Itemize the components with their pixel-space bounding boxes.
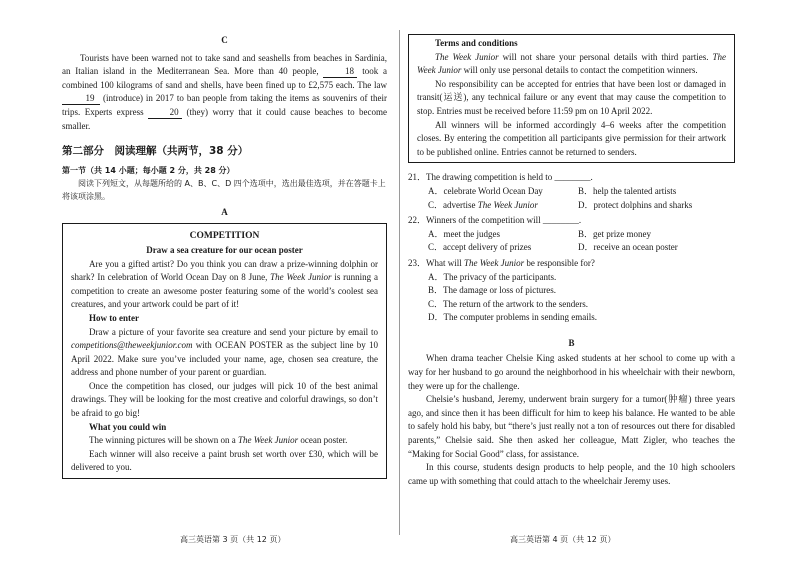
question-21-stem: 21．The drawing competition is held to ________.	[408, 172, 593, 183]
judging-text: Once the competition has closed, our judges will pick 10 of the best animal drawings. They will be looking for the most creative and colorful drawings, so don’t be afraid to go big!	[71, 380, 378, 419]
option-22c[interactable]: C．accept delivery of prizes	[428, 242, 532, 253]
competition-title: COMPETITION	[189, 231, 260, 242]
competition-box	[62, 223, 387, 479]
what-you-could-win-heading: What you could win	[89, 421, 167, 432]
option-22b[interactable]: B．get prize money	[578, 228, 651, 239]
blank-18[interactable]: 18	[323, 66, 357, 78]
right-page	[408, 34, 735, 488]
section1-instructions: 阅读下列短文，从每题所给的 A、B、C、D 四个选项中，选出最佳选项，并在答题卡上将该项涂黑。	[62, 178, 386, 201]
question-23	[408, 257, 735, 325]
passage-c-text: Tourists have been warned not to take sand and seashells from beaches in Sardinia, an Italian island in the Mediterranean Sea. More than 40 people, 18 took a combined 100 kilograms of sand and shells, have been fined up to £2,575 each. The law 19 (introduce) in 2017 to ban people from taking the items as souvenirs of their trips. Experts express 20 (they) worry that it could cause beaches to become smaller.	[62, 52, 388, 131]
competition-intro: Are you a gifted artist? Do you think you can draw a prize-winning dolphin or shark? In celebration of World Ocean Day on 8 June, The Week Junior is running a competition to create an awesome poster featuring some of the world’s coolest sea creatures, and your artwork could be part of it!	[71, 258, 379, 310]
question-21-options	[408, 185, 735, 212]
terms-responsibility: No responsibility can be accepted for entries that have been lost or damaged in transit(运送), any technical failure or any event that may cause the competition to stop. Entries must be received before 11:59 pm on 10 April 2022.	[417, 78, 726, 116]
section1-line: 第一节（共 14 小题；每小题 2 分，共 28 分）	[62, 165, 235, 175]
question-22	[408, 214, 735, 255]
passage-b-para-3: In this course, students design products to help people, and the 10 high schoolers came up with something that could attach to the wheelchair Jeremy uses.	[408, 462, 735, 486]
passage-b-para-2: Chelsie’s husband, Jeremy, underwent brain surgery for a tumor(肿瘤) three years ago, and since then it has been difficult for him to keep his balance. He wanted to be able to safely hold his baby, but “there’s just really not a ton of resources out there for disabled parents,” Chelsie said. She then asked her colleague, Matt Zigler, who teaches the “Making for Social Good” class, for assistance.	[408, 394, 735, 459]
terms-privacy: The Week Junior will not share your personal details with third parties. The Week Junior will only use personal details to contact the competition winners.	[417, 51, 726, 76]
question-23-stem: 23．What will The Week Junior be responsible for?	[408, 257, 595, 268]
terms-heading: Terms and conditions	[435, 38, 518, 48]
passage-a-label: A	[221, 206, 228, 217]
option-23d[interactable]: D．The computer problems in sending emails.	[428, 312, 597, 323]
option-21c[interactable]: C．advertise The Week Junior	[428, 199, 538, 210]
question-22-stem: 22．Winners of the competition will ________.	[408, 215, 582, 226]
page-footer-left: 高三英语第 3 页（共 12 页）	[180, 535, 286, 544]
page-footer-right: 高三英语第 4 页（共 12 页）	[510, 535, 616, 544]
option-23c[interactable]: C．The return of the artwork to the senders.	[428, 298, 588, 309]
column-divider	[399, 30, 400, 535]
email-address: competitions@theweekjunior.com	[71, 340, 193, 351]
how-to-enter-text: Draw a picture of your favorite sea creature and send your picture by email to competitions@theweekjunior.com with OCEAN POSTER as the subject line by 10 April 2022. Make sure you’ve included your name, age, chosen sea creature, the address and phone number of your parent or guardian.	[71, 326, 378, 378]
option-21a[interactable]: A．celebrate World Ocean Day	[428, 185, 543, 196]
passage-b-label: B	[568, 337, 575, 348]
terms-winners: All winners will be informed accordingly 4–6 weeks after the competition closes. By entering the competition all participants give permission for their artwork to be published online. Entries cannot be returned to senders.	[417, 119, 726, 157]
question-21	[408, 171, 735, 212]
how-to-enter-heading: How to enter	[89, 312, 139, 323]
blank-20[interactable]: 20	[148, 107, 182, 119]
passage-b-para-1: When drama teacher Chelsie King asked students at her school to come up with a way for her husband to go around the neighborhood in his wheelchair with their newborn, they were up for the challenge.	[408, 353, 735, 391]
part2-heading: 第二部分 阅读理解（共两节，38 分）	[62, 145, 249, 158]
competition-subtitle: Draw a sea creature for our ocean poster	[146, 244, 303, 255]
option-21b[interactable]: B．help the talented artists	[578, 185, 677, 196]
prize-text-2: Each winner will also receive a paint brush set worth over £30, which will be delivered to you.	[71, 448, 378, 473]
option-23a[interactable]: A．The privacy of the participants.	[428, 271, 557, 282]
option-23b[interactable]: B．The damage or loss of pictures.	[428, 285, 556, 296]
left-page	[62, 34, 387, 479]
question-22-options	[408, 228, 735, 255]
option-22d[interactable]: D．receive an ocean poster	[578, 242, 678, 253]
blank-19[interactable]: 19	[62, 93, 100, 105]
section-c-label: C	[221, 35, 228, 45]
prize-text-1: The winning pictures will be shown on a The Week Junior ocean poster.	[89, 435, 348, 446]
option-21d[interactable]: D．protect dolphins and sharks	[578, 199, 693, 210]
option-22a[interactable]: A．meet the judges	[428, 228, 500, 239]
terms-box	[408, 34, 735, 163]
